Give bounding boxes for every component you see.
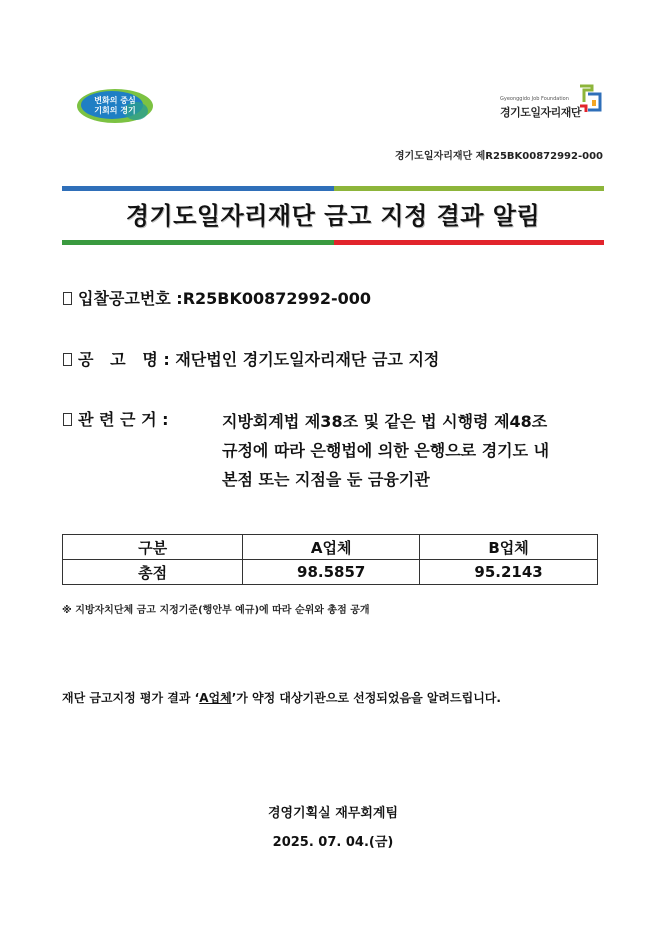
notice-name-label: 공 고 명 : bbox=[78, 350, 176, 369]
legal-basis-line-1: 지방회계법 제38조 및 같은 법 시행령 제48조 bbox=[222, 412, 548, 431]
table-cell: 총점 bbox=[63, 560, 243, 585]
foundation-emblem-icon bbox=[576, 82, 604, 116]
legal-basis-line-3: 본점 또는 지점을 둔 금융기관 bbox=[222, 470, 430, 489]
slogan-line-2: 기회의 경기 bbox=[94, 106, 136, 115]
title-bar-top-green bbox=[334, 186, 604, 191]
title-bar-bottom-green bbox=[62, 240, 334, 245]
foundation-logo-english: Gyeonggido Job Foundation bbox=[500, 96, 569, 102]
foundation-logo bbox=[498, 82, 608, 124]
table-cell: 95.2143 bbox=[420, 560, 598, 585]
score-table bbox=[62, 534, 598, 585]
bid-number-row bbox=[63, 286, 371, 309]
legal-basis-value bbox=[222, 407, 549, 494]
announcement-text bbox=[62, 689, 501, 706]
page-title: 경기도일자리재단 금고 지정 결과 알림 bbox=[125, 202, 541, 230]
title-bar-top-blue bbox=[62, 186, 334, 191]
legal-basis-row bbox=[63, 407, 169, 430]
checkbox-square-icon bbox=[63, 292, 72, 305]
table-header-cell: B업체 bbox=[420, 535, 598, 560]
bid-number-value: R25BK00872992-000 bbox=[182, 289, 371, 308]
announcement-highlight: A업체 bbox=[199, 691, 232, 705]
document-number: 경기도일자리재단 제R25BK00872992-000 bbox=[394, 151, 603, 162]
document-date: 2025. 07. 04.(금) bbox=[272, 835, 394, 850]
slogan-line-1: 변화의 중심 bbox=[94, 96, 136, 105]
table-header-row bbox=[63, 535, 598, 560]
announcement-before: 재단 금고지정 평가 결과 ‘ bbox=[62, 691, 200, 705]
slogan-logo bbox=[76, 88, 154, 124]
table-header-cell: 구분 bbox=[63, 535, 243, 560]
table-cell: 98.5857 bbox=[243, 560, 420, 585]
notice-name-value: 재단법인 경기도일자리재단 금고 지정 bbox=[175, 350, 440, 369]
table-header-cell: A업체 bbox=[243, 535, 420, 560]
checkbox-square-icon bbox=[63, 353, 72, 366]
disclosure-note: ※ 지방자치단체 금고 지정기준(행안부 예규)에 따라 순위와 총점 공개 bbox=[62, 605, 370, 616]
checkbox-square-icon bbox=[63, 413, 72, 426]
announcement-after: ’가 약정 대상기관으로 선정되었음을 알려드립니다. bbox=[231, 691, 501, 705]
title-bar-bottom-red bbox=[334, 240, 604, 245]
department-name: 경영기획실 재무회계팀 bbox=[267, 806, 399, 821]
bid-number-label: 입찰공고번호 : bbox=[78, 289, 183, 308]
legal-basis-label: 관 련 근 거 : bbox=[78, 410, 169, 429]
notice-name-row bbox=[63, 347, 439, 370]
foundation-logo-name: 경기도일자리재단 bbox=[500, 106, 582, 119]
table-row bbox=[63, 560, 598, 585]
legal-basis-line-2: 규정에 따라 은행법에 의한 은행으로 경기도 내 bbox=[222, 441, 550, 460]
